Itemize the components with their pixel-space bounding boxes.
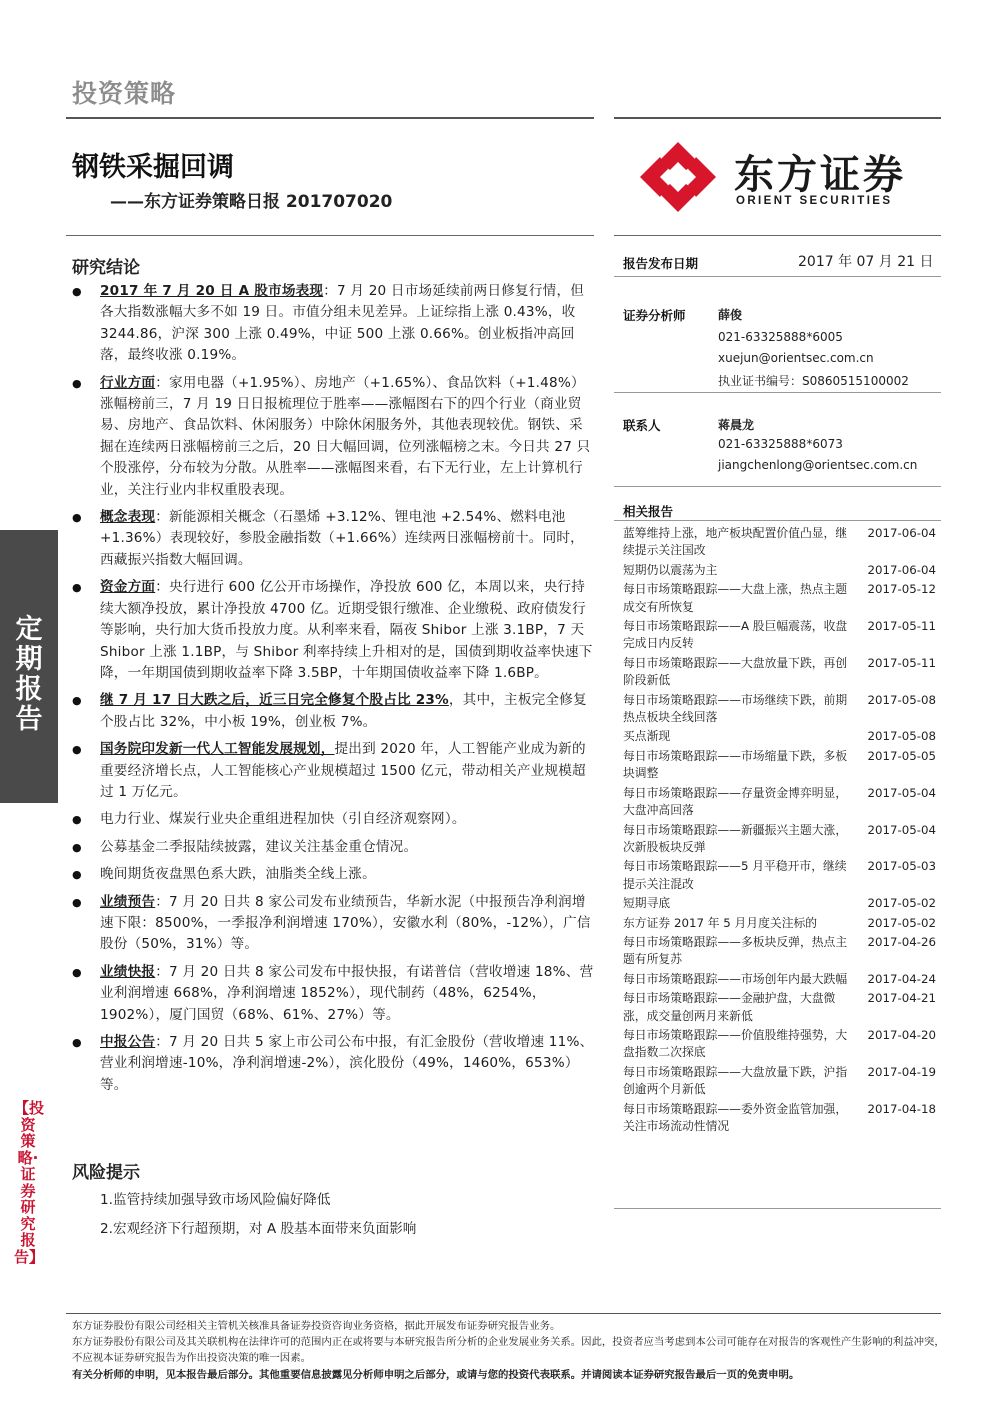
related-report-title: 每日市场策略跟踪——存量资金博弈明显，大盘冲高回落 [623, 785, 848, 818]
related-report-item[interactable] [623, 858, 936, 893]
contact-name: 蒋晨龙 [718, 418, 755, 432]
related-report-date: 2017-05-02 [867, 896, 936, 911]
related-report-item[interactable] [623, 1064, 936, 1099]
related-report-title: 蓝筹维持上涨，地产板块配置价值凸显，继续提示关注国改 [623, 526, 848, 558]
related-heading: 相关报告 [623, 504, 674, 519]
conclusion-heading: 研究结论 [72, 258, 140, 278]
related-report-item[interactable] [623, 915, 936, 932]
conclusion-item [72, 809, 596, 830]
related-end-rule [614, 1208, 941, 1209]
related-report-item[interactable] [623, 822, 936, 857]
related-report-date: 2017-04-18 [867, 1101, 936, 1116]
risk-heading: 风险提示 [72, 1163, 140, 1183]
logo-english-name: ORIENT SECURITIES [736, 195, 893, 207]
title-rule-right [614, 235, 941, 236]
risk-item: 1.监管持续加强导致市场风险偏好降低 [100, 1192, 331, 1208]
conclusion-item-lead: 2017 年 7 月 20 日 A 股市场表现 [100, 283, 324, 299]
related-report-title: 每日市场策略跟踪——价值股维持强势，大盘指数二次探底 [623, 1027, 848, 1060]
report-date: 2017 年 07 月 21 日 [798, 254, 934, 270]
related-report-item[interactable] [623, 1027, 936, 1062]
conclusion-item-lead: 中报公告 [100, 1034, 156, 1050]
report-title: 钢铁采掘回调 [72, 152, 234, 183]
risk-item: 2.宏观经济下行超预期，对 A 股基本面带来负面影响 [100, 1221, 417, 1237]
conclusion-item [72, 1032, 596, 1096]
related-report-date: 2017-05-03 [867, 859, 936, 874]
related-report-date: 2017-04-20 [867, 1027, 936, 1042]
date-label: 报告发布日期 [623, 256, 699, 271]
related-report-item[interactable] [623, 990, 936, 1025]
related-report-item[interactable] [623, 1101, 936, 1136]
related-report-date: 2017-05-05 [867, 748, 936, 763]
conclusion-list [72, 281, 596, 1102]
report-category: 投资策略 [72, 79, 177, 108]
orient-logo-icon [638, 140, 718, 214]
related-report-list [623, 525, 936, 1137]
conclusion-item-lead: 行业方面 [100, 374, 156, 391]
related-report-title: 短期仍以震荡为主 [623, 562, 718, 577]
related-report-item[interactable] [623, 728, 936, 745]
related-report-title: 每日市场策略跟踪——大盘放量下跌，沪指创逾两个月新低 [623, 1064, 848, 1097]
conclusion-item-text: ：7 月 20 日共 5 家上市公司公布中报，有汇金股份（营收增速 11%、营业利润增速-10%，净利润增速-2%），滨化股份（49%，1460%，653%）等。 [100, 1034, 594, 1093]
conclusion-item-text: 公募基金二季报陆续披露，建议关注基金重仓情况。 [100, 838, 418, 855]
logo-chinese-name: 东方证券 [734, 152, 906, 198]
conclusion-item-text: ，其中，主板完全修复个股占比 32%，中小板 19%，创业板 7%。 [100, 692, 587, 730]
footer-rule [66, 1313, 941, 1314]
conclusion-item [72, 373, 596, 501]
related-report-item[interactable] [623, 562, 936, 579]
header-rule [66, 117, 594, 119]
conclusion-item-lead: 业绩快报 [100, 963, 156, 980]
related-report-date: 2017-05-11 [867, 619, 936, 634]
related-report-date: 2017-05-11 [867, 655, 936, 670]
conclusion-item-lead: 继 7 月 17 日大跌之后，近三日完全修复个股占比 23% [100, 692, 449, 709]
conclusion-item [72, 507, 596, 571]
related-report-date: 2017-05-02 [867, 915, 936, 930]
related-report-title: 每日市场策略跟踪——金融护盘，大盘微涨，成交量创两月来新低 [623, 991, 836, 1023]
conclusion-item-text: 晚间期货夜盘黑色系大跌，油脂类全线上涨。 [100, 866, 376, 883]
conclusion-item-lead: 国务院印发新一代人工智能发展规划， [100, 741, 335, 758]
related-report-title: 每日市场策略跟踪——大盘放量下跌，再创阶段新低 [623, 655, 848, 688]
conclusion-item [72, 577, 596, 684]
title-rule [66, 235, 594, 236]
related-report-item[interactable] [623, 934, 936, 969]
conclusion-item [72, 892, 596, 956]
conclusion-item-lead: 业绩预告 [100, 893, 156, 910]
related-report-title: 每日市场策略跟踪——新疆振兴主题大涨，次新股板块反弹 [623, 822, 848, 854]
sidebar-tag: 【投资策略·证券研究报告】 [14, 1099, 45, 1266]
related-report-title: 每日市场策略跟踪——市场缩量下跌，多板块调整 [623, 748, 848, 781]
conclusion-item-text: ：央行进行 600 亿公开市场操作，净投放 600 亿，本周以来，央行持续大额净投放，累计净投放 4700 亿。近期受银行缴准、企业缴税、政府债发行等影响，央行加大货币投放力度。从利率来看，隔夜 Shibor 上涨 3.1BP，7 天 Shibor 上涨 1.1BP，与 Shibor 利率持续上升相对的是，国债到期收益率快速下降，一年期国债到期收益率下降 3.5BP，十年期国债收益率下降 1.6BP。 [100, 579, 593, 681]
conclusion-item-text: 提出到 2020 年，人工智能产业成为新的重要经济增长点，人工智能核心产业规模超过 1500 亿元，带动相关产业规模超过 1 万亿元。 [100, 741, 586, 800]
conclusion-item [72, 739, 596, 803]
related-report-date: 2017-05-12 [867, 582, 936, 597]
footer-statement: 有关分析师的申明，见本报告最后部分。其他重要信息披露见分析师申明之后部分，或请与您的投资代表联系。并请阅读本证券研究报告最后一页的免责申明。 [72, 1369, 800, 1381]
conclusion-item-text: ：家用电器（+1.95%）、房地产（+1.65%）、食品饮料（+1.48%）涨幅榜前三，7 月 19 日日报梳理位于胜率——涨幅图右下的四个行业（商业贸易、房地产、食品饮料、休闲服务）中除休闲服务外，其他表现较优。钢铁、采掘在连续两日涨幅榜前三之后，20 日大幅回调，位列涨幅榜之末。今日共 27 只个股涨停，分布较为分散。从胜率——涨幅图来看，右下无行业，左上计算机行业，关注行业内非权重股表现。 [100, 374, 591, 498]
related-report-date: 2017-06-04 [867, 562, 936, 577]
conclusion-item-text: ：7 月 20 日共 8 家公司发布业绩预告，华新水泥（中报预告净利润增速下限：8500%，一季报净利润增速 170%），安徽水利（80%，-12%），广信股份（50%，31%）等。 [100, 893, 591, 953]
related-report-item[interactable] [623, 785, 936, 820]
related-report-date: 2017-06-04 [867, 526, 936, 540]
related-report-item[interactable] [623, 692, 936, 727]
contact-label: 联系人 [623, 418, 661, 433]
conclusion-item-text: ：7 月 20 日共 8 家公司发布中报快报，有诺普信（营收增速 18%、营业利润增速 668%，净利润增速 1852%），现代制药（48%，6254%，1902%），厦门国贸（68%、61%、27%）等。 [100, 963, 594, 1023]
related-report-title: 每日市场策略跟踪——市场创年内最大跌幅 [623, 971, 848, 986]
conclusion-item-text: 电力行业、煤炭行业央企重组进程加快（引自经济观察网）。 [100, 811, 466, 828]
related-report-item[interactable] [623, 895, 936, 912]
meta-rule [614, 392, 941, 393]
report-subtitle: ——东方证券策略日报 201707020 [110, 192, 393, 212]
analyst-cert: 执业证书编号：S0860515100002 [718, 374, 909, 388]
contact-email[interactable]: jiangchenlong@orientsec.com.cn [718, 458, 918, 472]
sidebar-label: 定期报告 [15, 614, 43, 735]
related-report-item[interactable] [623, 618, 936, 653]
footer-qualification: 东方证券股份有限公司经相关主管机关核准具备证券投资咨询业务资格，据此开展发布证券研究报告业务。 [72, 1320, 561, 1332]
related-report-date: 2017-05-04 [867, 785, 936, 800]
analyst-phone: 021-63325888*6005 [718, 330, 843, 344]
conclusion-item [72, 837, 596, 858]
related-report-date: 2017-04-21 [867, 991, 936, 1006]
company-logo [638, 137, 938, 217]
related-report-date: 2017-04-19 [867, 1064, 936, 1079]
meta-rule [614, 276, 941, 277]
conclusion-item-lead: 概念表现 [100, 509, 156, 526]
related-report-title: 短期寻底 [623, 896, 671, 911]
analyst-email[interactable]: xuejun@orientsec.com.cn [718, 351, 874, 365]
related-report-date: 2017-05-04 [867, 822, 936, 837]
conclusion-item [72, 690, 596, 733]
conclusion-item-text: ：7 月 20 日市场延续前两日修复行情，但各大指数涨幅大多不如 19 日。市值分组未见差异。上证综指上涨 0.43%，收 3244.86，沪深 300 上涨 0.49%，中证 500 上涨 0.66%。创业板指冲高回落，最终收涨 0.19%。 [100, 283, 585, 364]
meta-rule [614, 486, 941, 487]
related-report-item[interactable] [623, 971, 936, 988]
related-report-title: 每日市场策略跟踪——多板块反弹，热点主题有所复苏 [623, 934, 848, 967]
related-report-title: 买点渐现 [623, 729, 671, 744]
conclusion-item [72, 281, 596, 367]
footer-disclosure: 东方证券股份有限公司及其关联机构在法律许可的范围内正在或将要与本研究报告所分析的企业发展业务关系。因此，投资者应当考虑到本公司可能存在对报告的客观性产生影响的利益冲突，不应视本证券研究报告为作出投资决策的唯一因素。 [72, 1336, 945, 1364]
related-report-item[interactable] [623, 748, 936, 783]
related-report-title: 每日市场策略跟踪——大盘上涨，热点主题成交有所恢复 [623, 582, 848, 614]
related-report-date: 2017-04-24 [867, 971, 936, 986]
conclusion-item-text: ：新能源相关概念（石墨烯 +3.12%、锂电池 +2.54%、燃料电池 +1.36%）表现较好，参股金融指数（+1.66%）连续两日涨幅榜前十。同时，西藏振兴指数大幅回调。 [100, 509, 584, 568]
related-report-item[interactable] [623, 655, 936, 690]
related-report-date: 2017-04-26 [867, 934, 936, 949]
conclusion-item [72, 962, 596, 1026]
related-report-title: 东方证券 2017 年 5 月月度关注标的 [623, 915, 818, 930]
related-report-title: 每日市场策略跟踪——市场继续下跌，前期热点板块全线回落 [623, 692, 848, 725]
related-report-date: 2017-05-08 [867, 729, 936, 744]
related-report-item[interactable] [623, 525, 936, 560]
header-rule-right [614, 117, 941, 119]
contact-phone: 021-63325888*6073 [718, 437, 843, 451]
related-report-title: 每日市场策略跟踪——5 月平稳开市，继续提示关注混改 [623, 859, 847, 891]
related-rule [614, 520, 941, 521]
conclusion-item [72, 864, 596, 885]
related-report-item[interactable] [623, 581, 936, 616]
related-report-date: 2017-05-08 [867, 692, 936, 707]
analyst-label: 证券分析师 [623, 308, 686, 323]
related-report-title: 每日市场策略跟踪——A 股巨幅震荡，收盘完成日内反转 [623, 619, 848, 651]
related-report-title: 每日市场策略跟踪——委外资金监管加强，关注市场流动性情况 [623, 1101, 848, 1133]
analyst-name: 薛俊 [718, 308, 743, 322]
conclusion-item-lead: 资金方面 [100, 579, 156, 596]
